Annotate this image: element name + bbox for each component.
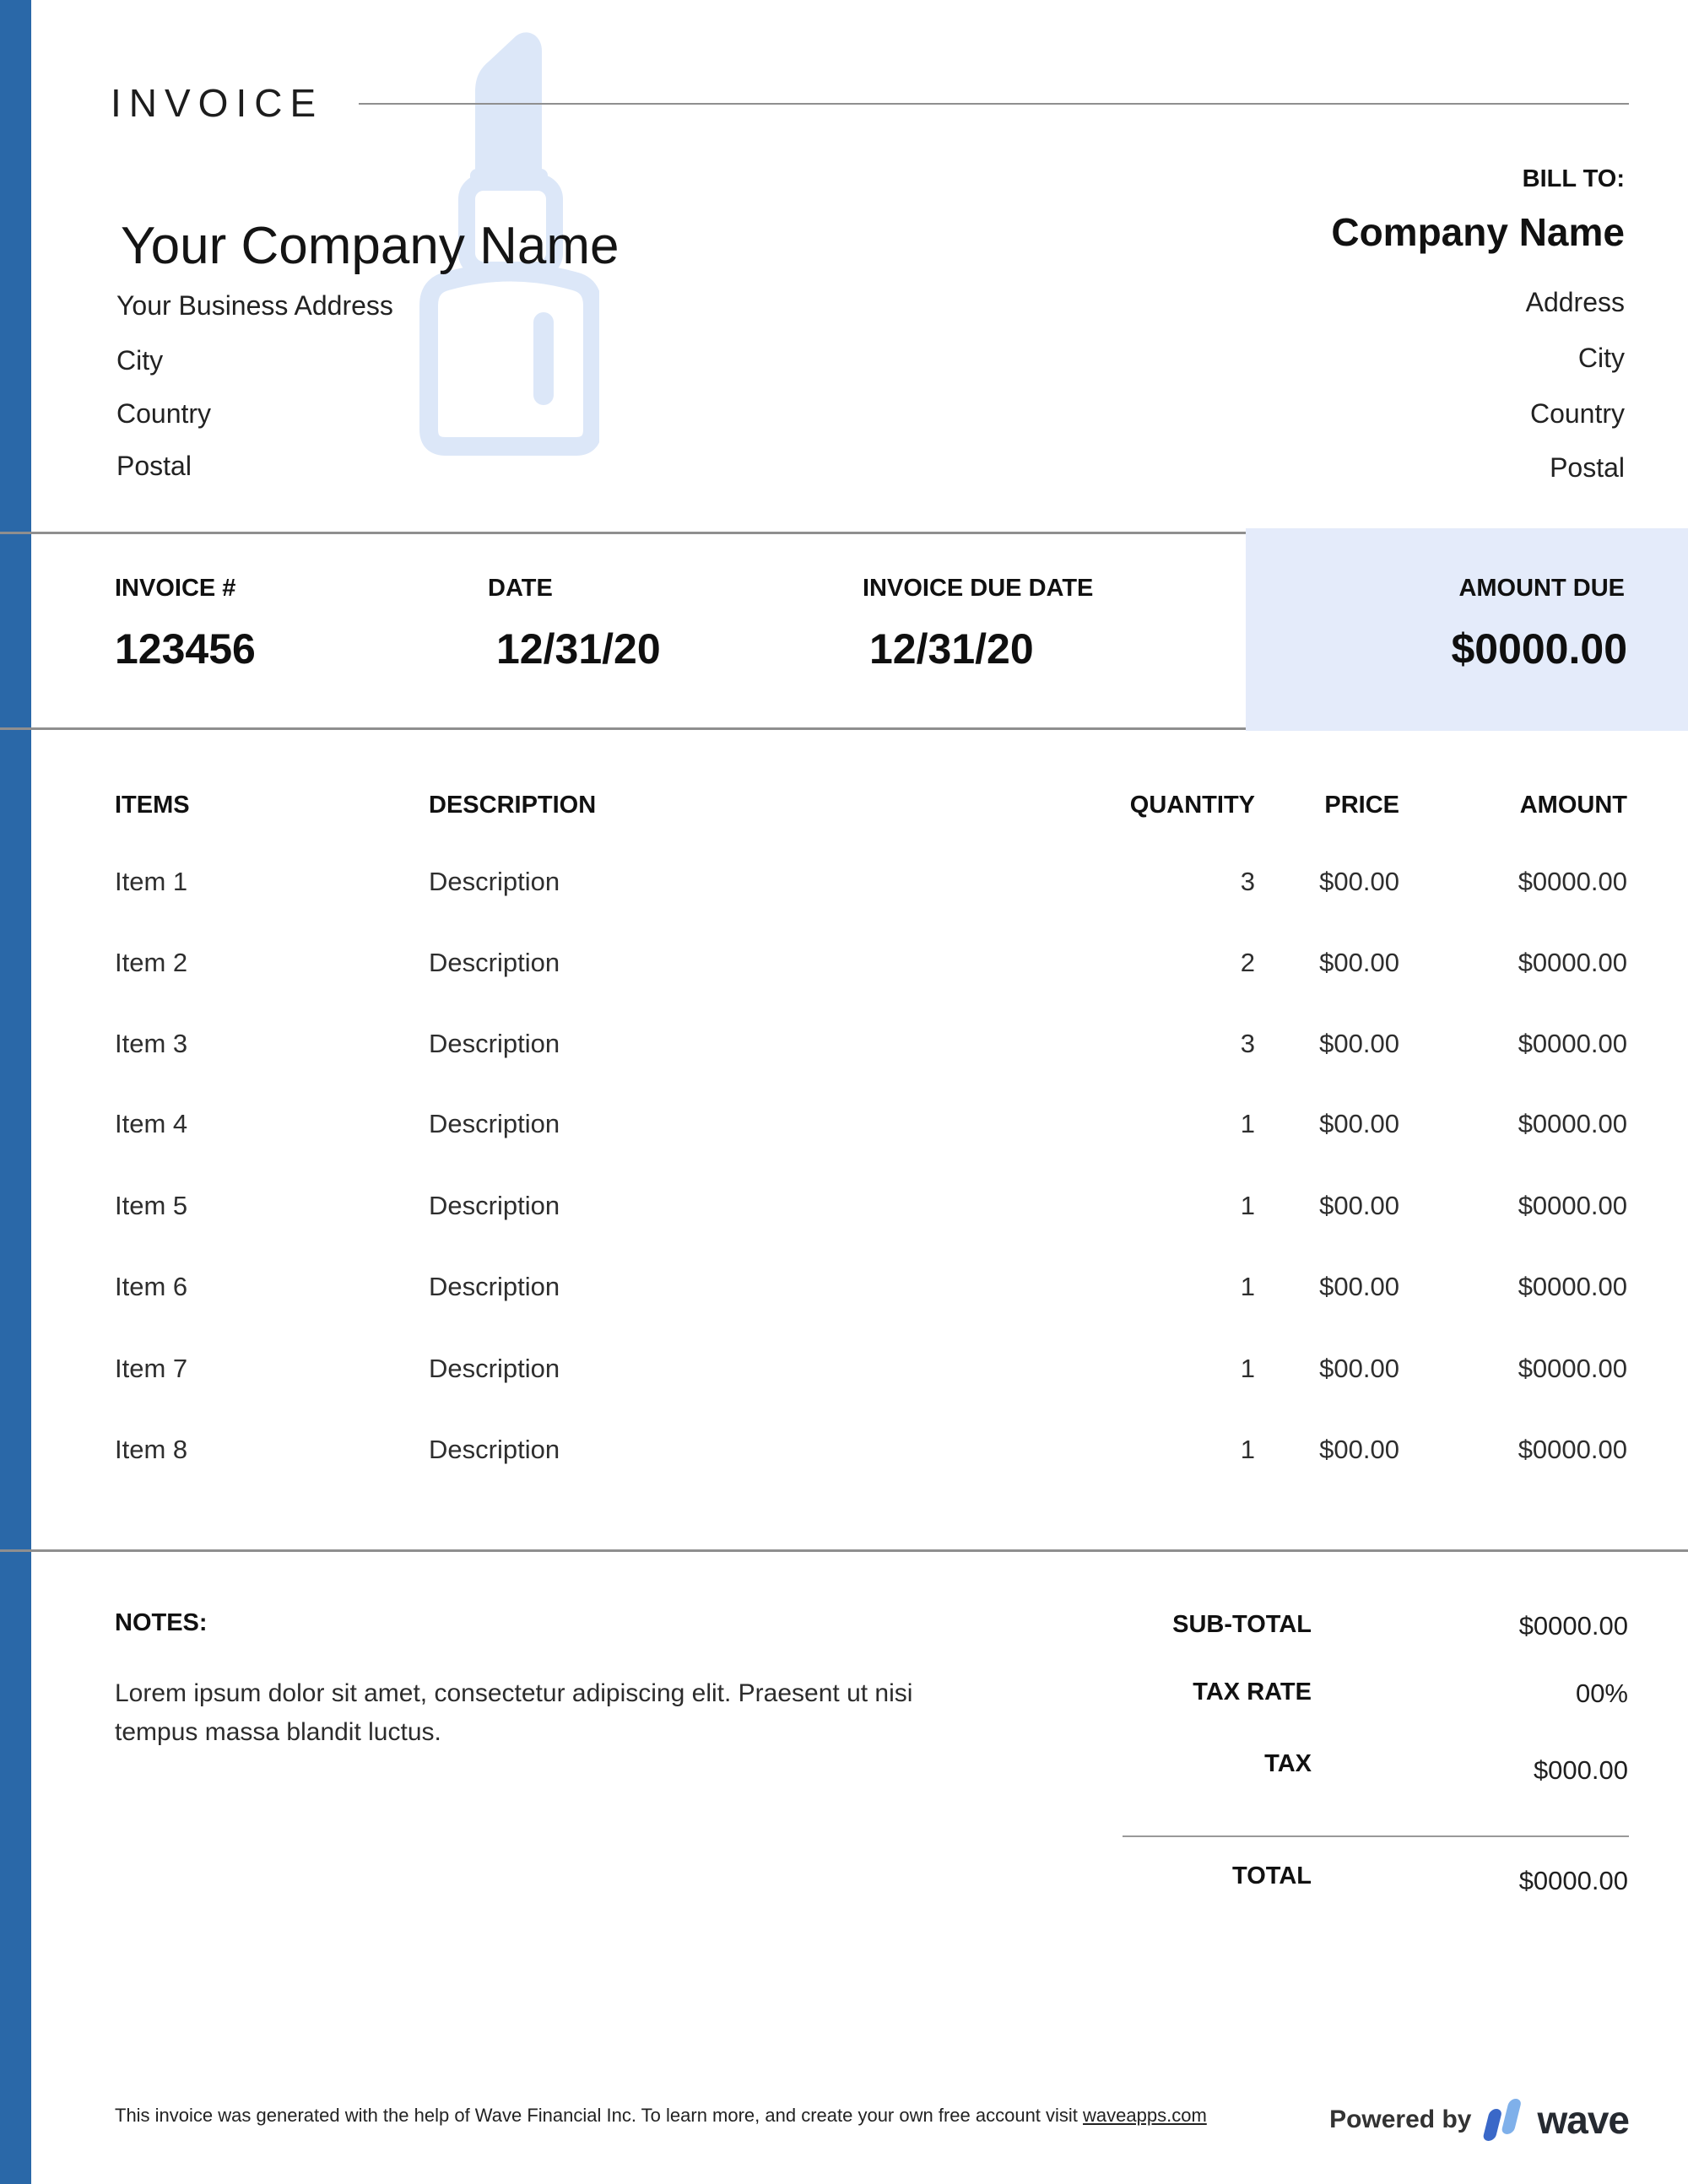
bill-to-country: Country xyxy=(1529,398,1625,429)
item-price: $00.00 xyxy=(1319,1029,1399,1058)
notes-text: Lorem ipsum dolor sit amet, consectetur adipiscing elit. Praesent ut nisi tempus massa blandit luctus. xyxy=(115,1679,913,1746)
item-quantity: 1 xyxy=(1240,1272,1255,1301)
invoice-due-date-label: INVOICE DUE DATE xyxy=(863,575,1094,602)
item-description: Description xyxy=(429,1354,560,1383)
header-divider xyxy=(359,103,1629,105)
seller-address: Your Business Address xyxy=(116,290,393,321)
invoice-due-date-value: 12/31/20 xyxy=(869,625,1034,673)
table-row xyxy=(0,1272,1688,1306)
amount-due-value: $0000.00 xyxy=(1451,625,1627,673)
wave-wordmark: wave xyxy=(1537,2098,1629,2142)
total-value: $0000.00 xyxy=(1518,1866,1628,1895)
item-description: Description xyxy=(429,1109,560,1138)
seller-company-name: Your Company Name xyxy=(121,217,619,275)
column-header-price: PRICE xyxy=(1324,792,1399,819)
item-price: $00.00 xyxy=(1319,867,1399,896)
tax-row xyxy=(0,1750,1688,1787)
item-quantity: 1 xyxy=(1240,1109,1255,1138)
item-description: Description xyxy=(429,1272,560,1301)
item-name: Item 1 xyxy=(115,867,188,896)
waveapps-link[interactable]: waveapps.com xyxy=(1083,2105,1207,2126)
subtotal-value: $0000.00 xyxy=(1518,1611,1628,1641)
page-title: INVOICE xyxy=(111,81,324,125)
table-row xyxy=(0,867,1688,900)
column-header-description: DESCRIPTION xyxy=(429,792,597,819)
table-row xyxy=(0,1354,1688,1387)
invoice-date-value: 12/31/20 xyxy=(496,625,661,673)
footer-disclaimer xyxy=(115,2105,1207,2127)
invoice-number-value: 123456 xyxy=(115,625,256,673)
item-amount: $0000.00 xyxy=(1518,948,1627,977)
bill-to-postal: Postal xyxy=(1550,452,1625,483)
item-quantity: 1 xyxy=(1240,1354,1255,1383)
item-name: Item 2 xyxy=(115,948,188,977)
item-description: Description xyxy=(429,1029,560,1058)
column-header-quantity: QUANTITY xyxy=(1129,792,1255,819)
bill-to-city: City xyxy=(1577,343,1625,373)
notes-label: NOTES: xyxy=(115,1609,208,1636)
table-row xyxy=(0,1435,1688,1468)
table-row xyxy=(0,1029,1688,1062)
table-row xyxy=(0,1109,1688,1143)
item-quantity: 3 xyxy=(1240,867,1255,896)
bill-to-label: BILL TO: xyxy=(1522,165,1625,192)
seller-postal: Postal xyxy=(116,451,192,481)
tax-rate-label: TAX RATE xyxy=(1193,1679,1312,1706)
item-amount: $0000.00 xyxy=(1518,1191,1627,1220)
tax-value: $000.00 xyxy=(1533,1755,1628,1785)
tax-rate-value: 00% xyxy=(1575,1679,1628,1708)
item-price: $00.00 xyxy=(1319,1191,1399,1220)
column-header-amount: AMOUNT xyxy=(1519,792,1627,819)
item-name: Item 7 xyxy=(115,1354,188,1383)
item-price: $00.00 xyxy=(1319,1272,1399,1301)
item-description: Description xyxy=(429,1435,560,1464)
bill-to-address: Address xyxy=(1525,287,1625,317)
item-price: $00.00 xyxy=(1319,1354,1399,1383)
item-quantity: 1 xyxy=(1240,1191,1255,1220)
brand-stripe xyxy=(0,0,31,2184)
tax-rate-row xyxy=(0,1679,1688,1716)
powered-by-label: Powered by xyxy=(1329,2106,1472,2133)
item-quantity: 2 xyxy=(1240,948,1255,977)
seller-city: City xyxy=(116,345,164,376)
item-name: Item 4 xyxy=(115,1109,188,1138)
item-price: $00.00 xyxy=(1319,1435,1399,1464)
total-label: TOTAL xyxy=(1232,1862,1312,1889)
invoice-date-label: DATE xyxy=(488,575,553,602)
column-header-items: ITEMS xyxy=(115,792,190,819)
item-amount: $0000.00 xyxy=(1518,1272,1627,1301)
item-name: Item 5 xyxy=(115,1191,188,1220)
invoice-number-label: INVOICE # xyxy=(115,575,236,602)
item-description: Description xyxy=(429,1191,560,1220)
table-row xyxy=(0,1191,1688,1224)
item-quantity: 3 xyxy=(1240,1029,1255,1058)
notes-section-divider xyxy=(0,1549,1688,1552)
tax-label: TAX xyxy=(1264,1750,1312,1777)
item-amount: $0000.00 xyxy=(1518,867,1627,896)
item-description: Description xyxy=(429,867,560,896)
subtotal-label: SUB-TOTAL xyxy=(1172,1611,1312,1638)
amount-due-label: AMOUNT DUE xyxy=(1458,575,1625,602)
item-amount: $0000.00 xyxy=(1518,1029,1627,1058)
item-quantity: 1 xyxy=(1240,1435,1255,1464)
item-amount: $0000.00 xyxy=(1518,1354,1627,1383)
table-row xyxy=(0,948,1688,981)
seller-country: Country xyxy=(116,398,212,429)
item-price: $00.00 xyxy=(1319,948,1399,977)
total-divider xyxy=(1123,1835,1629,1837)
item-amount: $0000.00 xyxy=(1518,1435,1627,1464)
item-price: $00.00 xyxy=(1319,1109,1399,1138)
item-name: Item 3 xyxy=(115,1029,188,1058)
item-description: Description xyxy=(429,948,560,977)
wave-logo-icon xyxy=(1483,2097,1525,2143)
item-name: Item 6 xyxy=(115,1272,188,1301)
powered-by-wave xyxy=(1329,2096,1629,2143)
subtotal-row xyxy=(0,1611,1688,1648)
item-amount: $0000.00 xyxy=(1518,1109,1627,1138)
bill-to-company-name: Company Name xyxy=(1331,210,1625,254)
item-name: Item 8 xyxy=(115,1435,188,1464)
total-row xyxy=(0,1862,1688,1900)
footer-disclaimer-text: This invoice was generated with the help of Wave Financial Inc. To learn more, and create your own free account visit xyxy=(115,2105,1084,2126)
